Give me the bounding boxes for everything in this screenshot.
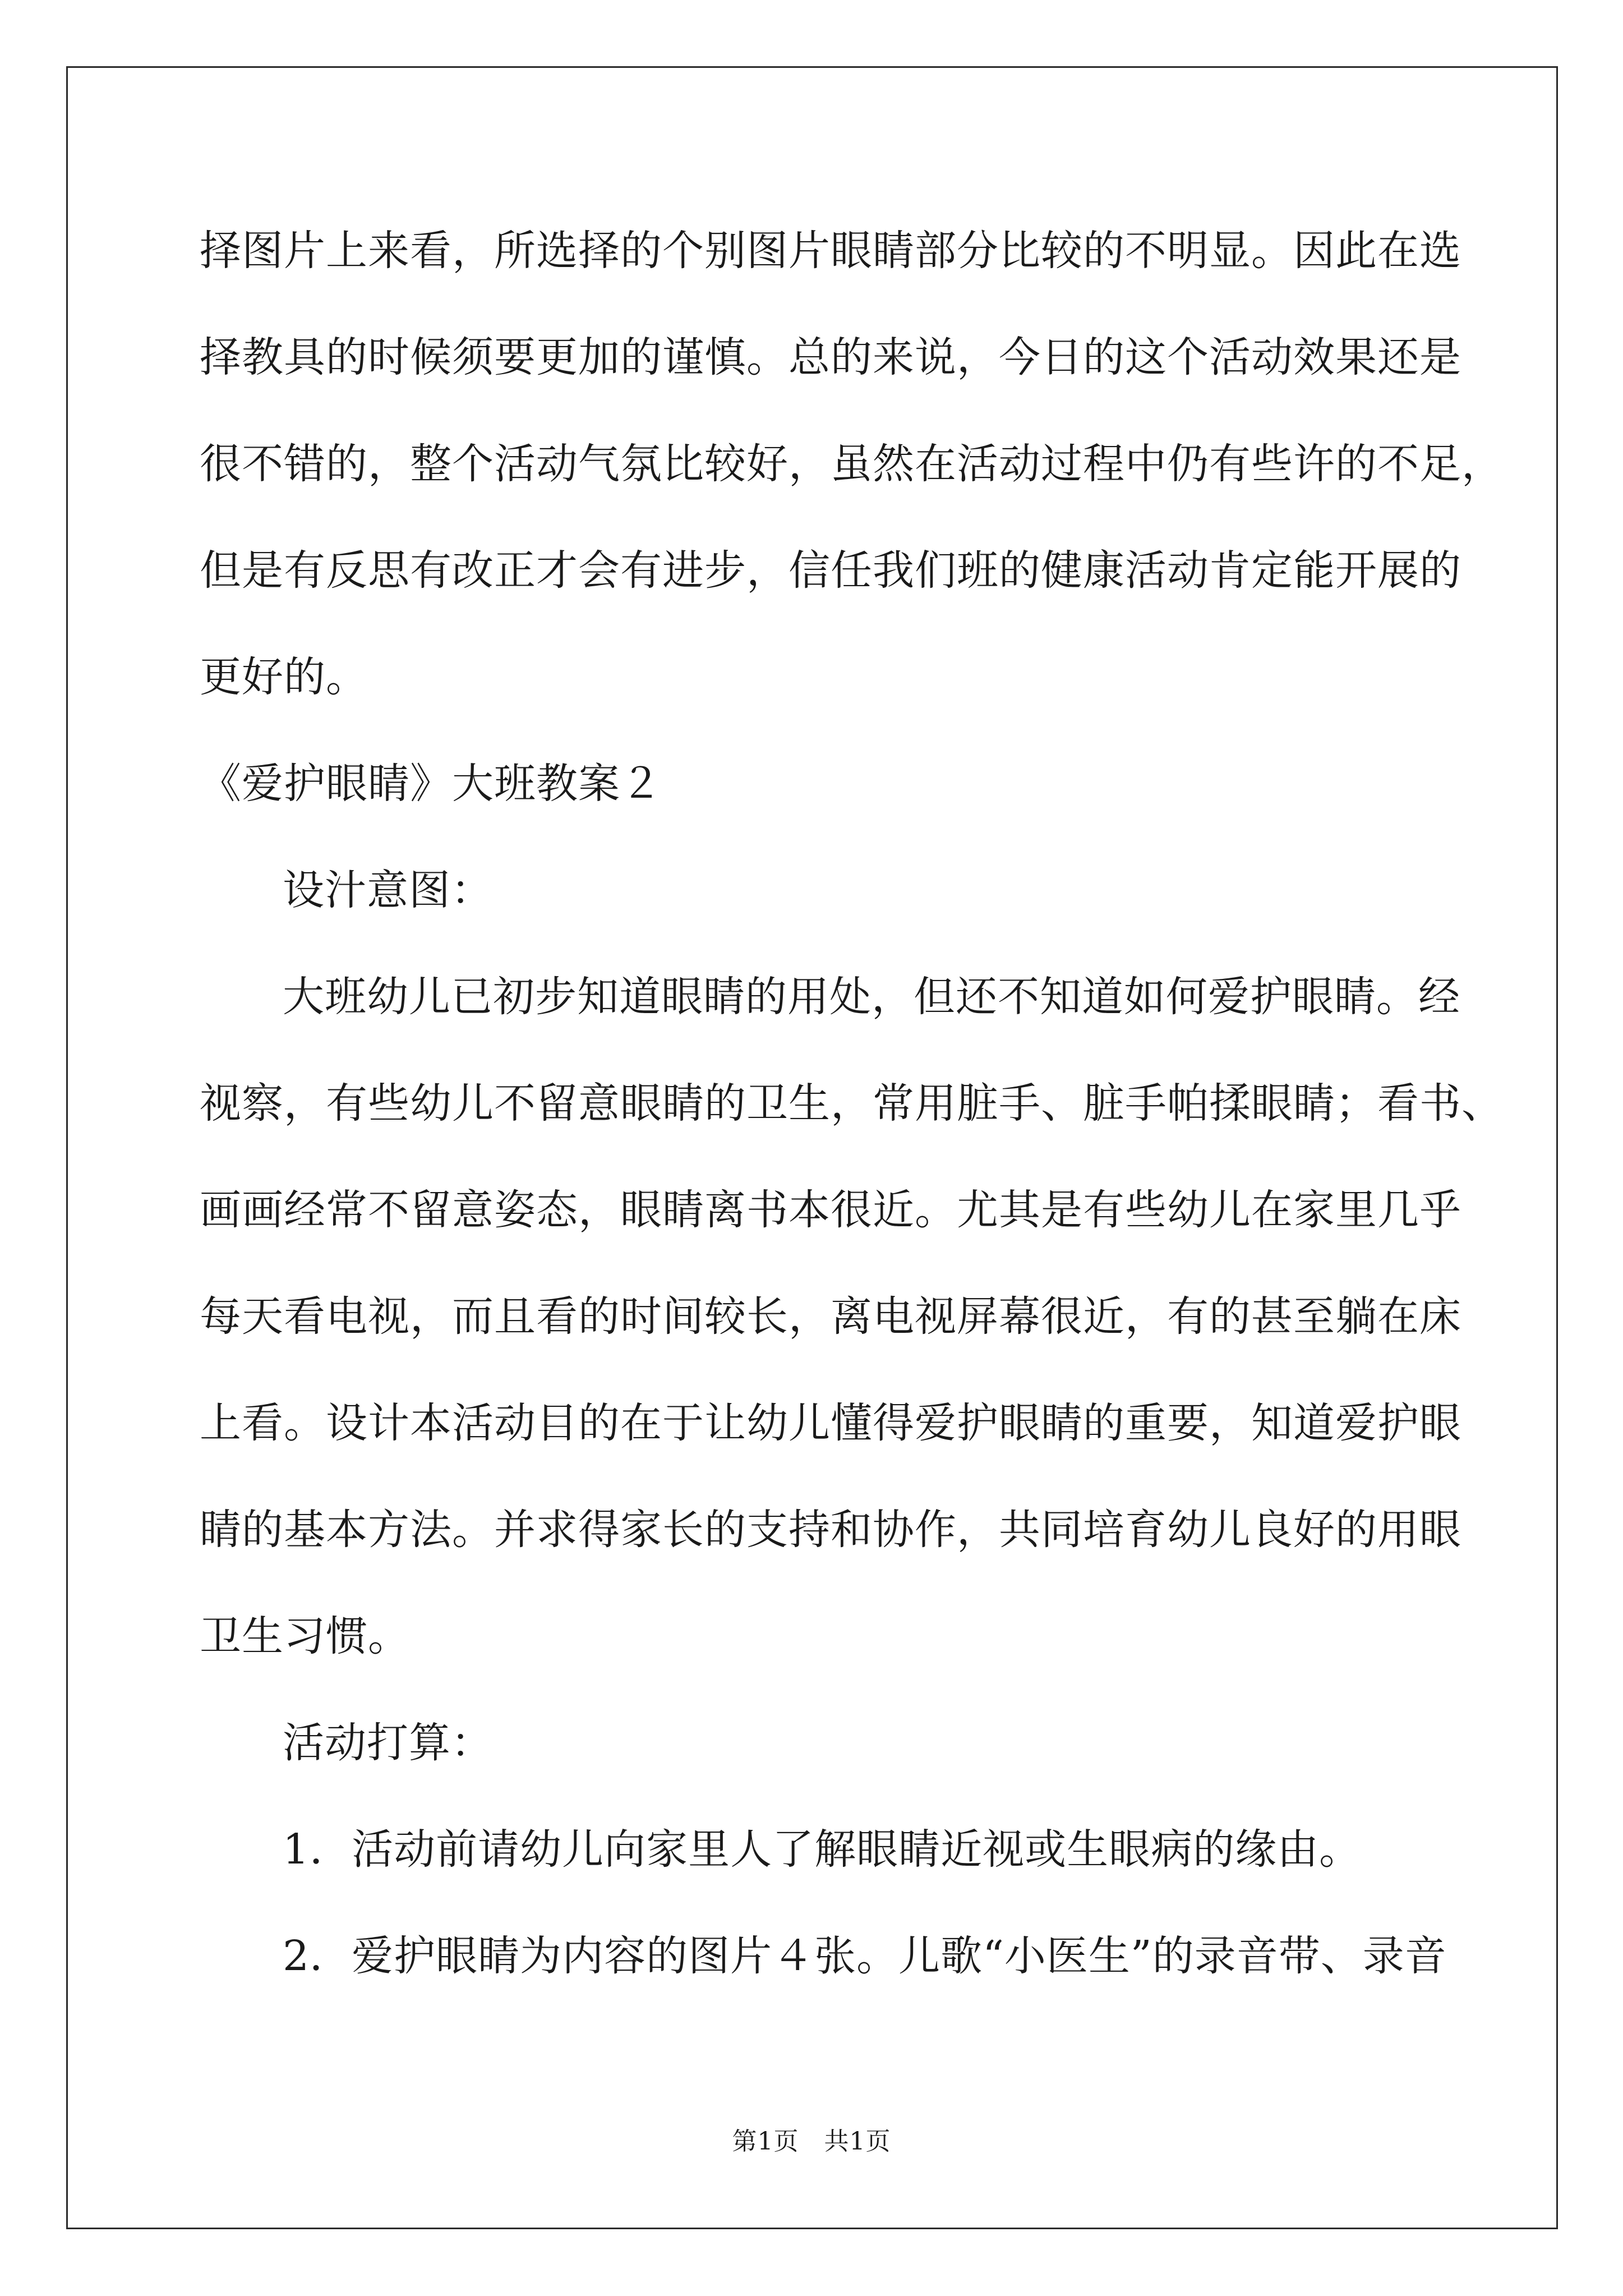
page-number-footer: 第1页 共1页 (732, 2127, 891, 2156)
paragraph-line: 视察，有些幼儿不留意眼睛的卫生，常用脏手、脏手帕揉眼睛；看书、 (200, 1079, 1504, 1128)
paragraph-line: 大班幼儿已初步知道眼睛的用处，但还不知道如何爱护眼睛。经 (283, 973, 1460, 1021)
paragraph-line: 很不错的，整个活动气氛比较好，虽然在活动过程中仍有些许的不足， (200, 440, 1504, 488)
paragraph-line: 更好的。 (200, 653, 368, 701)
section-title: 《爱护眼睛》大班教案２ (200, 760, 662, 808)
paragraph-line: 择图片上来看，所选择的个别图片眼睛部分比较的不明显。因此在选 (200, 227, 1461, 275)
design-intent-heading: 设汁意图： (283, 866, 493, 914)
paragraph-line: 择教具的时候须要更加的谨慎。总的来说，今日的这个活动效果还是 (200, 333, 1461, 381)
activity-prep-heading: 活动打算： (283, 1719, 493, 1767)
paragraph-line: 但是有反思有改正才会有进步，信任我们班的健康活动肯定能开展的 (200, 546, 1461, 595)
paragraph-line: 上看。设计本活动目的在于让幼儿懂得爱护眼睛的重要，知道爱护眼 (200, 1399, 1461, 1447)
paragraph-line: 卫生习惯。 (200, 1612, 410, 1660)
list-item: 1．活动前请幼儿向家里人了解眼睛近视或生眼病的缘由。 (283, 1825, 1362, 1874)
paragraph-line: 画画经常不留意姿态，眼睛离书本很近。尤其是有些幼儿在家里几乎 (200, 1186, 1461, 1234)
paragraph-line: 睛的基本方法。并求得家长的支持和协作，共同培育幼儿良好的用眼 (200, 1506, 1461, 1554)
paragraph-line: 每天看电视，而且看的时间较长，离电视屏幕很近，有的甚至躺在床 (200, 1292, 1461, 1341)
list-item: 2．爱护眼睛为内容的图片４张。儿歌“小医生”的录音带、录音 (283, 1932, 1447, 1980)
page-border (66, 66, 1558, 2229)
